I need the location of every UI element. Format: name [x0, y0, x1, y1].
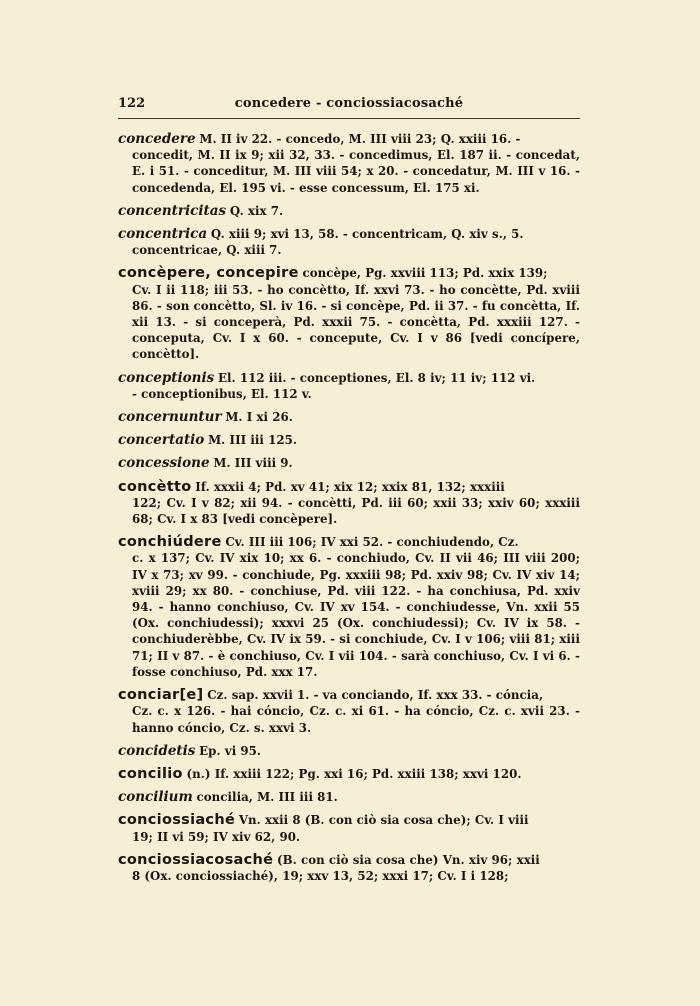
- entry-body-first-line: concèpe, Pg. xxviii 113; Pd. xxix 139;: [302, 266, 548, 281]
- dictionary-entry: [118, 370, 580, 402]
- entry-body-first-line: Q. xiii 9; xvi 13, 58. - concentricam, Q. xiv s., 5.: [210, 227, 524, 242]
- entry-body-first-line: Ep. vi 95.: [199, 743, 262, 758]
- entry-lemma: conciar[e]: [118, 687, 204, 704]
- entry-lemma: concèpere, concepire: [118, 265, 299, 282]
- entry-lemma: concedere: [118, 131, 196, 147]
- entry-lemma: conciossiaché: [118, 812, 236, 829]
- entry-lemma: conchiúdere: [118, 534, 222, 551]
- entry-body-continuation: concedit, M. II ix 9; xii 32, 33. - concedimus, El. 187 ii. - concedat, E. i 51. - conceditur, M. III viii 54; x 20. - concedatur, M. III v 16. - concedenda, El. 195 vi. - esse concessum, El. 175 xi.: [132, 148, 580, 195]
- page-number: 122: [118, 96, 146, 111]
- entry-lemma: concertatio: [118, 432, 205, 449]
- entry-lemma: concentricitas: [118, 202, 227, 219]
- entry-lemma: concidetis: [118, 742, 196, 759]
- entry-body-continuation: concentricae, Q. xiii 7.: [132, 243, 282, 258]
- entry-body-first-line: M. III iii 125.: [208, 433, 298, 448]
- entry-body-first-line: (B. con ciò sia cosa che) Vn. xiv 96; xxii: [277, 852, 540, 867]
- entry-body-first-line: Cz. sap. xxvii 1. - va conciando, If. xxx 33. - cóncia,: [207, 688, 544, 703]
- entry-body-first-line: M. II iv 22. - concedo, M. III viii 23; Q. xxiii 16. -: [199, 132, 521, 146]
- dictionary-entry: [118, 265, 580, 362]
- dictionary-entry: [118, 766, 580, 782]
- dictionary-entry: [118, 226, 580, 258]
- dictionary-entry: [118, 687, 580, 736]
- dictionary-entry: [118, 432, 580, 448]
- entry-body-first-line: El. 112 iii. - conceptiones, El. 8 iv; 11 iv; 112 vi.: [217, 370, 536, 385]
- entry-body-first-line: (n.) If. xxiii 122; Pg. xxi 16; Pd. xxiii 138; xxvi 120.: [186, 766, 522, 781]
- dictionary-entry: [118, 812, 580, 844]
- dictionary-entry: [118, 479, 580, 528]
- entry-body-first-line: Q. xix 7.: [229, 203, 284, 218]
- dictionary-entry: [118, 409, 580, 425]
- entry-lemma: conciossiacosaché: [118, 851, 274, 868]
- entry-body-first-line: If. xxxii 4; Pd. xv 41; xix 12; xxix 81, 132; xxxiii: [195, 479, 505, 494]
- entry-body-first-line: Cv. III iii 106; IV xxi 52. - conchiudendo, Cz.: [225, 535, 519, 550]
- dictionary-entry: [118, 534, 580, 680]
- entry-lemma: concètto: [118, 478, 192, 495]
- entry-lemma: concessione: [118, 455, 210, 472]
- entry-body-continuation: Cz. c. x 126. - hai cóncio, Cz. c. xi 61. - ha cóncio, Cz. c. xvii 23. - hanno cóncio, Cz. s. xxvi 3.: [132, 704, 580, 735]
- dictionary-entry: [118, 852, 580, 884]
- entry-lemma: concilium: [118, 789, 193, 806]
- entry-body-first-line: Vn. xxii 8 (B. con ciò sia cosa che); Cv. I viii: [238, 813, 529, 828]
- entry-body-first-line: M. III viii 9.: [213, 456, 293, 471]
- page-title: concedere - conciossiacosaché: [234, 96, 464, 111]
- entry-lemma: concernuntur: [118, 409, 222, 426]
- entry-body-continuation: - conceptionibus, El. 112 v.: [132, 386, 312, 401]
- dictionary-entry: [118, 789, 580, 805]
- dictionary-entry: [118, 743, 580, 759]
- entry-body-continuation: Cv. I ii 118; iii 53. - ho concètto, If. xxvi 73. - ho concètte, Pd. xviii 86. - son concètto, Sl. iv 16. - si concèpe, Pd. ii 37. - fu concètta, If. xii 13. - si conceperà, Pd. xxxii 75. - concètta, Pd. xxxiii 127. - conceputa, Cv. I x 60. - concepute, Cv. I v 86 [vedi concípere, concètto].: [132, 282, 580, 362]
- entry-body-continuation: 8 (Ox. conciossiaché), 19; xxv 13, 52; xxxi 17; Cv. I i 128;: [132, 868, 509, 883]
- entry-lemma: conceptionis: [118, 369, 215, 386]
- running-head: [118, 96, 580, 119]
- entry-lemma: concentrica: [118, 226, 208, 243]
- entry-body-continuation: 122; Cv. I v 82; xii 94. - concètti, Pd. iii 60; xxii 33; xxiv 60; xxxiii 68; Cv. I x 83 [vedi concèpere].: [132, 495, 580, 527]
- dictionary-entry: [118, 203, 580, 219]
- entry-body-continuation: c. x 137; Cv. IV xix 10; xx 6. - conchiudo, Cv. II vii 46; III viii 200; IV x 73; xv 99. - conchiude, Pg. xxxiii 98; Pd. xxiv 98; Cv. IV xiv 14; xviii 29; xx 80. - conchiuse, Pd. viii 122. - ha conchiusa, Pd. xxiv 94. - hanno conchiuso, Cv. IV xv 154. - conchiudesse, Vn. xxii 55 (Ox. conchiudessi); xxxvi 25 (Ox. conchiudessi); Cv. IV ix 58. - conchiuderèbbe, Cv. IV ix 59. - si conchiude, Cv. I v 106; viii 81; xiii 71; II v 87. - è conchiuso, Cv. I vii 104. - sarà conchiuso, Cv. I vi 6. - fosse conchiuso, Pd. xxx 17.: [132, 551, 580, 679]
- entry-body-continuation: 19; II vi 59; IV xiv 62, 90.: [132, 829, 301, 844]
- entries-list: [118, 131, 580, 884]
- dictionary-entry: [118, 455, 580, 471]
- entry-body-first-line: M. I xi 26.: [225, 410, 293, 425]
- dictionary-page: [118, 96, 580, 891]
- entry-body-first-line: concilia, M. III iii 81.: [196, 790, 338, 805]
- entry-lemma: concilio: [118, 765, 183, 782]
- dictionary-entry: [118, 131, 580, 196]
